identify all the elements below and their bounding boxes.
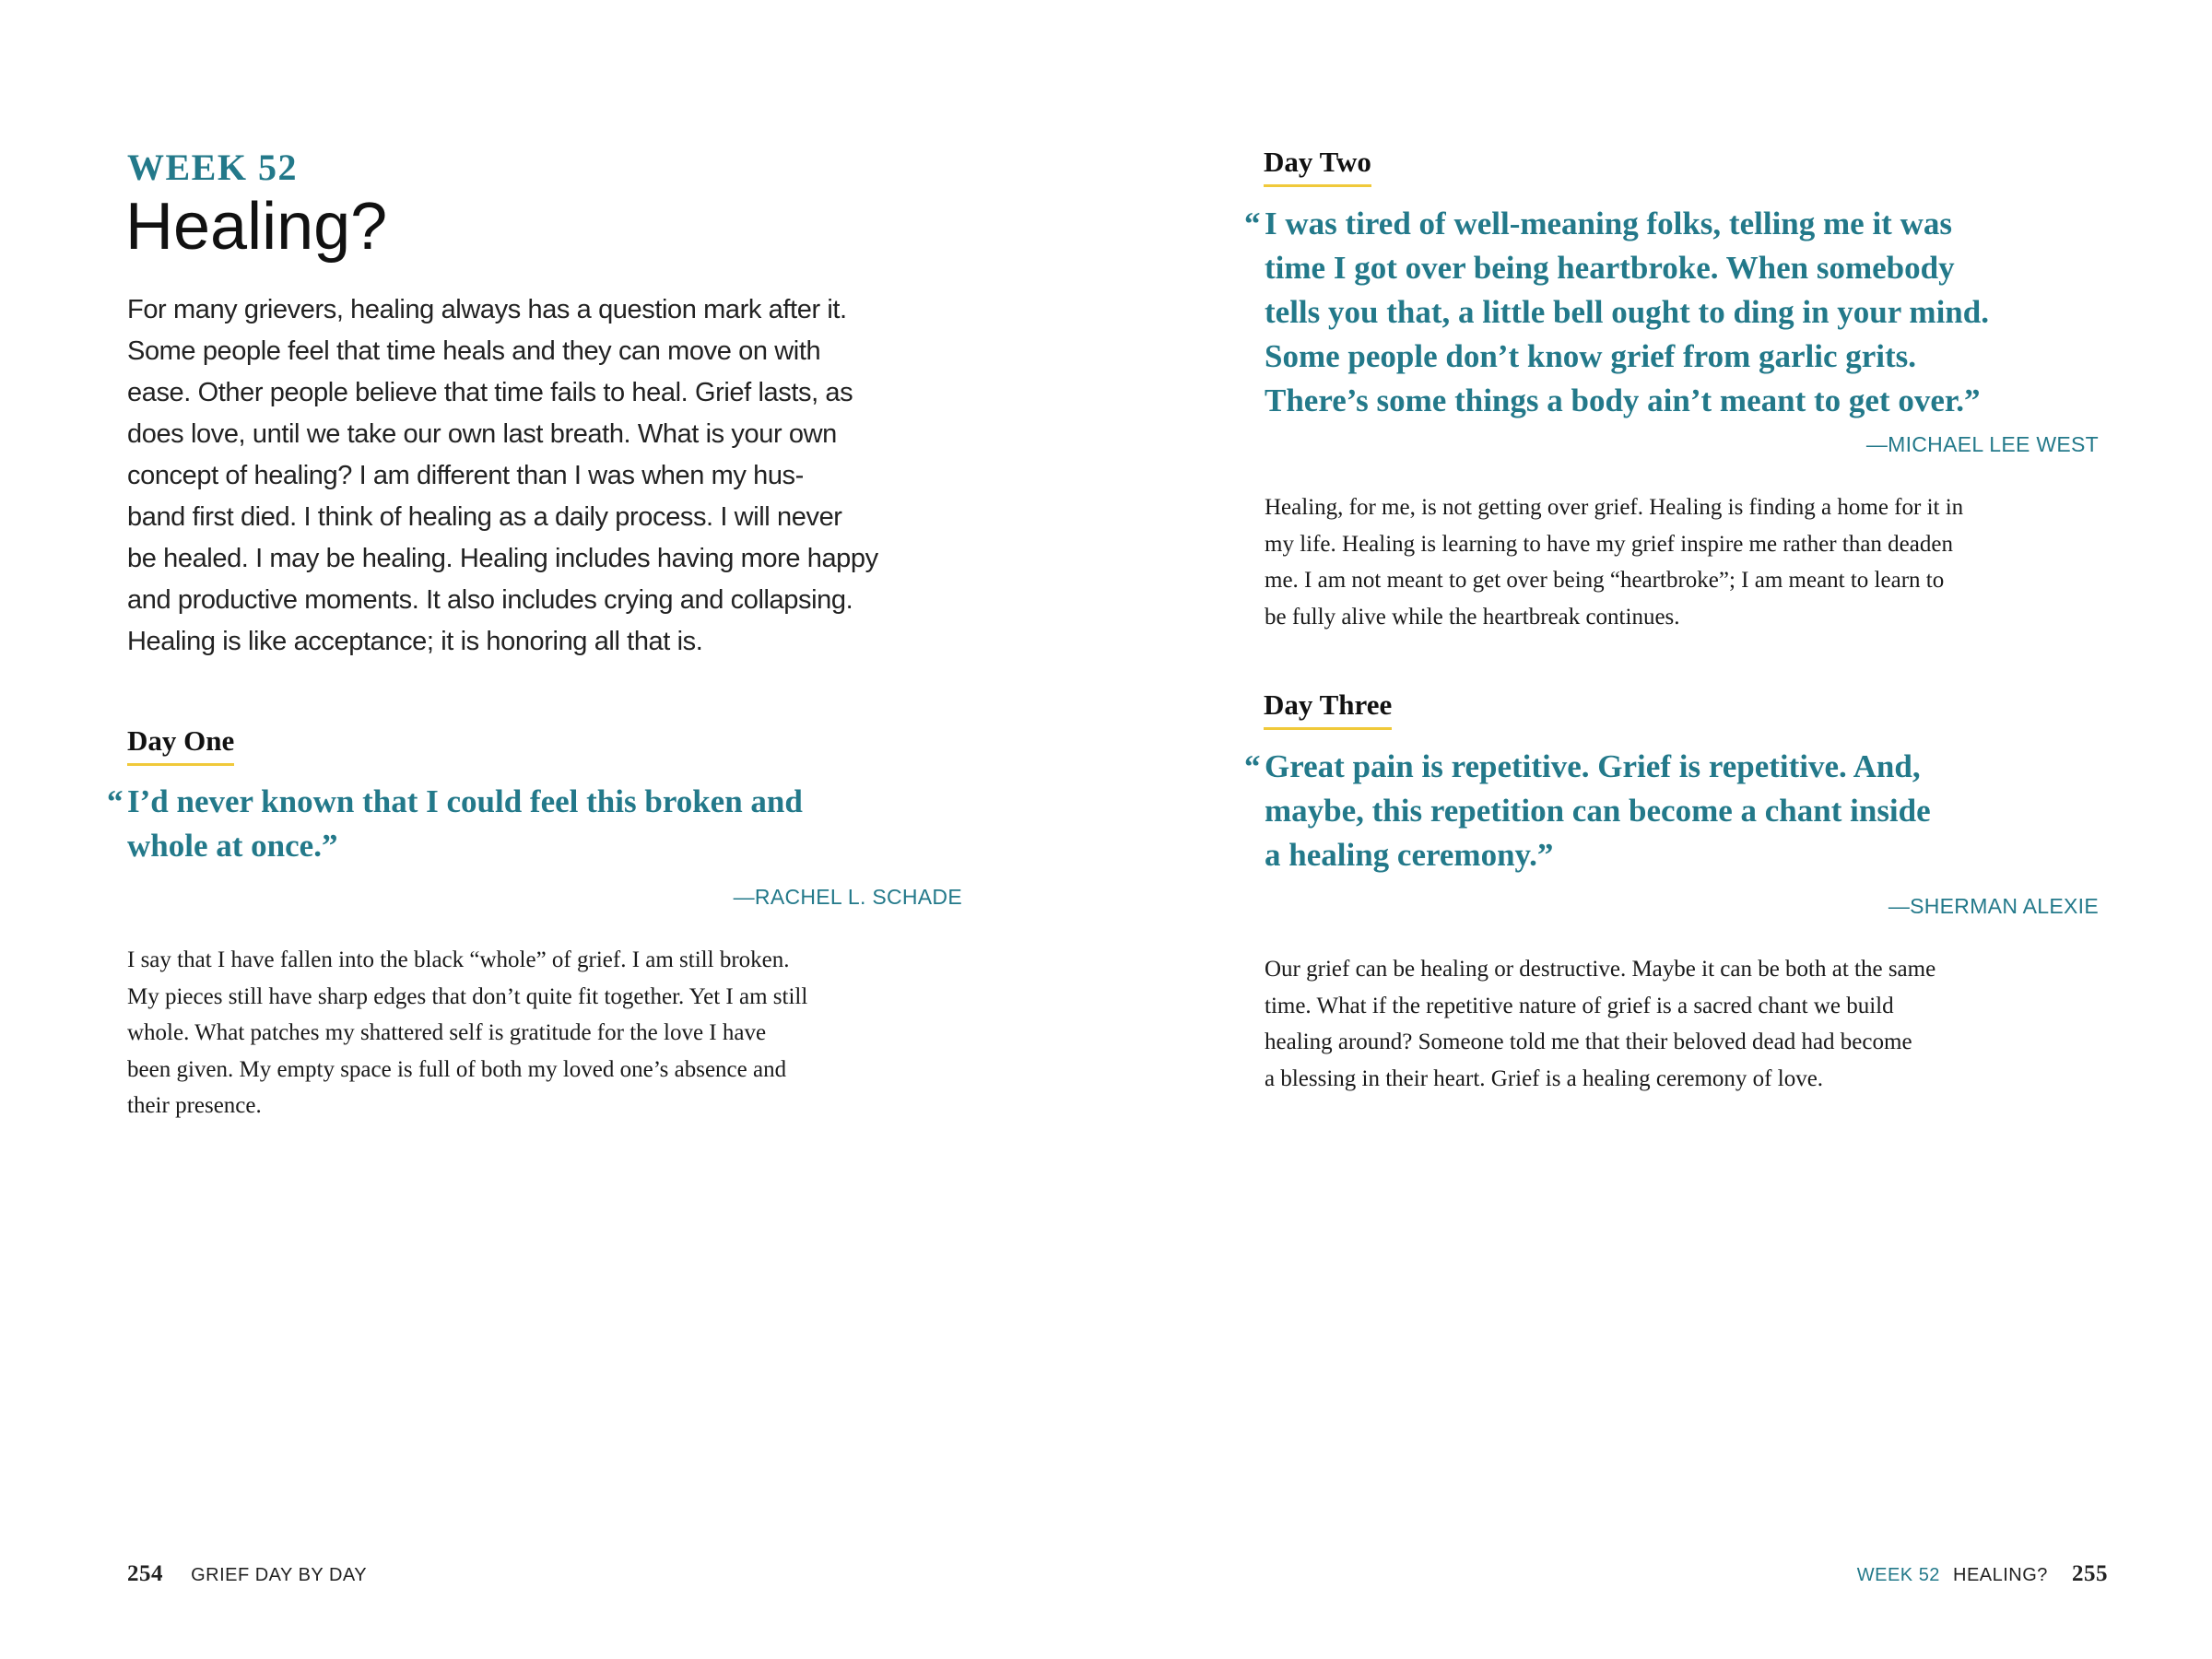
day-one-heading: Day One: [127, 724, 234, 766]
day-two-quote: [1244, 202, 1989, 423]
open-quote-mark: “: [1244, 748, 1261, 784]
quote-line: I was tired of well-meaning folks, telling me it was: [1265, 206, 1952, 241]
quote-line: Great pain is repetitive. Grief is repetitive. And,: [1265, 748, 1921, 784]
day-one-attribution: —RACHEL L. SCHADE: [733, 885, 962, 909]
body-line: a blessing in their heart. Grief is a healing ceremony of love.: [1265, 1065, 1824, 1091]
footer-week-label: WEEK 52: [1856, 1565, 1940, 1585]
day-three-attribution: —SHERMAN ALEXIE: [1888, 894, 2099, 918]
open-quote-mark: “: [1244, 206, 1261, 241]
day-three-heading: Day Three: [1264, 688, 1392, 730]
body-line: been given. My empty space is full of both my loved one’s absence and: [127, 1056, 787, 1082]
body-line: My pieces still have sharp edges that don’t quite fit together. Yet I am still: [127, 983, 808, 1009]
intro-line: Healing is like acceptance; it is honoring all that is.: [127, 627, 703, 656]
body-line: I say that I have fallen into the black “whole” of grief. I am still broken.: [127, 947, 790, 972]
book-title: GRIEF DAY BY DAY: [191, 1565, 368, 1585]
day-two-heading: Day Two: [1264, 146, 1371, 187]
quote-line: time I got over being heartbroke. When somebody: [1265, 250, 1955, 286]
intro-line: Some people feel that time heals and they can move on with: [127, 336, 821, 366]
day-one-body: [127, 942, 807, 1124]
day-two-body: [1265, 489, 1963, 635]
body-line: my life. Healing is learning to have my grief inspire me rather than deaden: [1265, 531, 1953, 557]
right-footer: [1857, 1561, 2108, 1587]
footer-chapter: HEALING?: [1953, 1565, 2048, 1585]
page-title: Healing?: [125, 190, 388, 264]
body-line: Healing, for me, is not getting over grief. Healing is finding a home for it in: [1265, 495, 1964, 520]
intro-line: does love, until we take our own last breath. What is your own: [127, 419, 837, 449]
intro-line: concept of healing? I am different than I was when my hus-: [127, 461, 804, 490]
week-label: WEEK 52: [127, 147, 298, 188]
quote-line: maybe, this repetition can become a chant inside: [1265, 793, 1931, 829]
quote-line: There’s some things a body ain’t meant to get over.”: [1265, 382, 1981, 418]
left-footer: [127, 1561, 367, 1587]
day-one-quote: [107, 780, 803, 868]
page-number: 255: [2072, 1561, 2108, 1586]
quote-line: a healing ceremony.”: [1265, 837, 1554, 873]
body-line: time. What if the repetitive nature of grief is a sacred chant we build: [1265, 993, 1894, 1018]
quote-line: whole at once.”: [127, 828, 338, 864]
intro-line: For many grievers, healing always has a question mark after it.: [127, 295, 847, 324]
intro-line: and productive moments. It also includes crying and collapsing.: [127, 585, 853, 615]
body-line: their presence.: [127, 1093, 262, 1119]
body-line: me. I am not meant to get over being “heartbroke”; I am meant to learn to: [1265, 568, 1945, 594]
quote-line: tells you that, a little bell ought to ding in your mind.: [1265, 294, 1989, 330]
intro-paragraph: [127, 289, 878, 663]
day-three-body: [1265, 951, 1936, 1097]
quote-line: I’d never known that I could feel this broken and: [127, 783, 803, 819]
quote-line: Some people don’t know grief from garlic grits.: [1265, 338, 1917, 374]
body-line: be fully alive while the heartbreak continues.: [1265, 604, 1680, 629]
day-two-attribution: —MICHAEL LEE WEST: [1865, 432, 2099, 456]
page-number: 254: [127, 1561, 163, 1586]
open-quote-mark: “: [107, 783, 124, 819]
body-line: healing around? Someone told me that their beloved dead had become: [1265, 1030, 1912, 1055]
day-three-quote: [1244, 745, 1931, 877]
intro-line: be healed. I may be healing. Healing includes having more happy: [127, 544, 878, 573]
body-line: Our grief can be healing or destructive. Maybe it can be both at the same: [1265, 957, 1936, 982]
body-line: whole. What patches my shattered self is gratitude for the love I have: [127, 1020, 767, 1046]
intro-line: ease. Other people believe that time fails to heal. Grief lasts, as: [127, 378, 853, 407]
intro-line: band first died. I think of healing as a daily process. I will never: [127, 502, 842, 532]
